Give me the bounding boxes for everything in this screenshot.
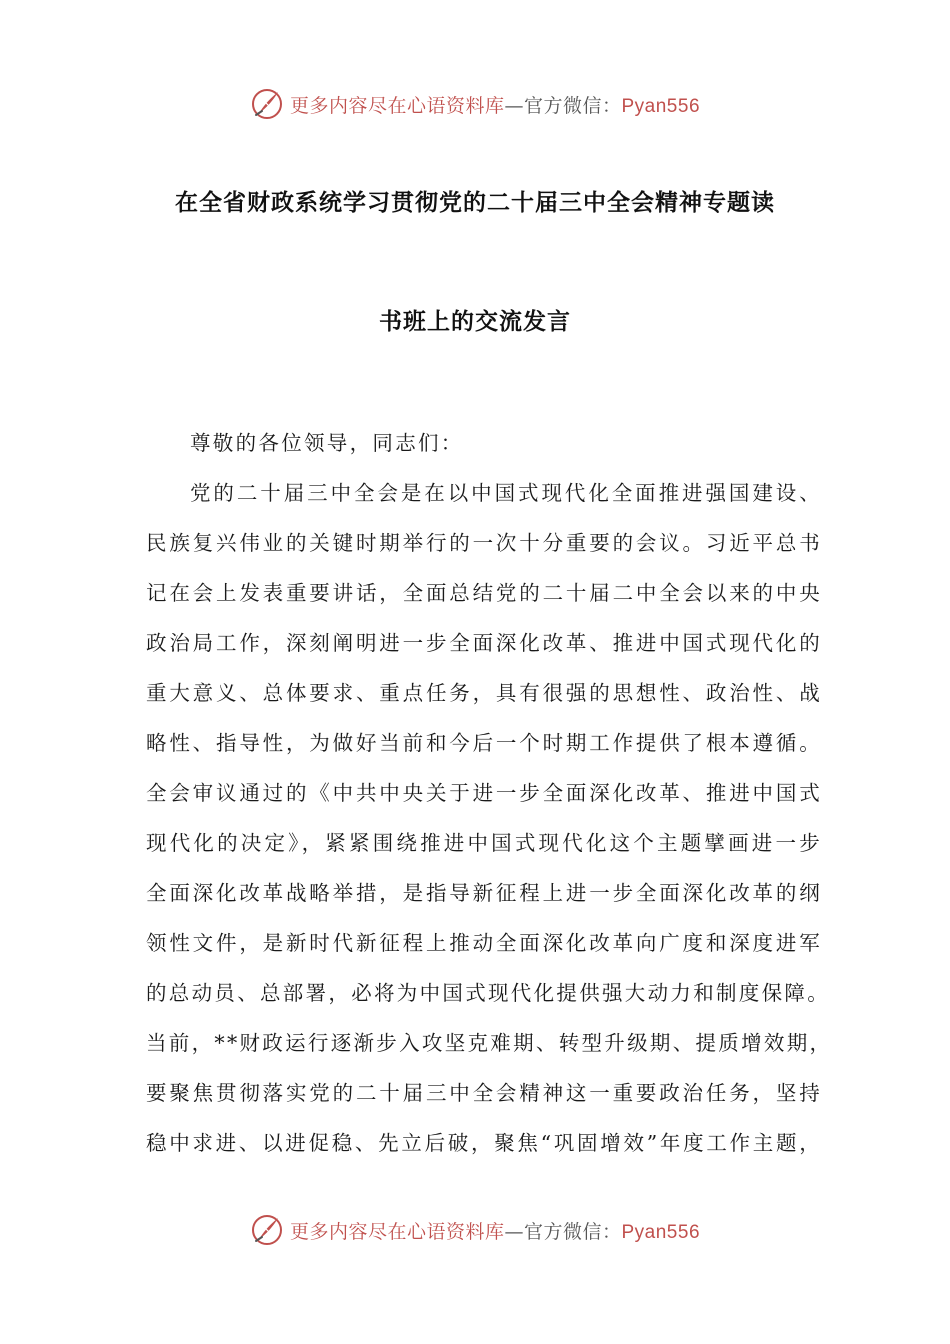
paragraph-line: 略性、指导性，为做好当前和今后一个时期工作提供了根本遵循。 bbox=[146, 731, 822, 755]
paragraph-line: 的总动员、总部署，必将为中国式现代化提供强大动力和制度保障。 bbox=[146, 981, 830, 1005]
watermark-text bbox=[290, 1217, 700, 1244]
paragraph-line: 党的二十届三中全会是在以中国式现代化全面推进强国建设、 bbox=[190, 481, 822, 505]
watermark-brand: 更多内容尽在心语资料库 bbox=[289, 94, 505, 117]
watermark-official-label: 官方微信： bbox=[523, 1220, 622, 1243]
document-title-line-1: 在全省财政系统学习贯彻党的二十届三中全会精神专题读 bbox=[175, 190, 775, 216]
paragraph-line: 记在会上发表重要讲话，全面总结党的二十届二中全会以来的中央 bbox=[146, 581, 822, 605]
document-body bbox=[146, 418, 833, 1168]
watermark-wechat-id: Pyan556 bbox=[621, 1221, 701, 1243]
document-title-line-2: 书班上的交流发言 bbox=[379, 309, 571, 335]
quill-logo-icon bbox=[250, 87, 284, 121]
paragraph-line: 现代化的决定》，紧紧围绕推进中国式现代化这个主题擘画进一步 bbox=[146, 831, 822, 855]
paragraph-line: 政治局工作，深刻阐明进一步全面深化改革、推进中国式现代化的 bbox=[146, 631, 822, 655]
header-watermark bbox=[0, 82, 950, 126]
quill-logo-icon bbox=[250, 1213, 284, 1247]
watermark-dash: — bbox=[504, 94, 524, 117]
paragraph-line: 全会审议通过的《中共中央关于进一步全面深化改革、推进中国式 bbox=[146, 781, 822, 805]
watermark-dash: — bbox=[504, 1220, 524, 1243]
paragraph-line: 重大意义、总体要求、重点任务，具有很强的思想性、政治性、战 bbox=[146, 681, 822, 705]
paragraph-line: 领性文件，是新时代新征程上推动全面深化改革向广度和深度进军 bbox=[146, 931, 822, 955]
watermark-brand: 更多内容尽在心语资料库 bbox=[289, 1220, 505, 1243]
paragraph-line: 当前，**财政运行逐渐步入攻坚克难期、转型升级期、提质增效期， bbox=[146, 1031, 833, 1055]
paragraph-line: 要聚焦贯彻落实党的二十届三中全会精神这一重要政治任务，坚持 bbox=[146, 1081, 822, 1105]
watermark-wechat-id: Pyan556 bbox=[621, 95, 701, 117]
paragraph-line: 民族复兴伟业的关键时期举行的一次十分重要的会议。习近平总书 bbox=[146, 531, 822, 555]
salutation: 尊敬的各位领导，同志们： bbox=[190, 431, 464, 455]
watermark-text bbox=[290, 91, 700, 118]
footer-watermark bbox=[0, 1208, 950, 1252]
paragraph-line: 全面深化改革战略举措，是指导新征程上进一步全面深化改革的纲 bbox=[146, 881, 822, 905]
watermark-official-label: 官方微信： bbox=[523, 94, 622, 117]
paragraph-line: 稳中求进、以进促稳、先立后破，聚焦“巩固增效”年度工作主题， bbox=[146, 1131, 822, 1155]
